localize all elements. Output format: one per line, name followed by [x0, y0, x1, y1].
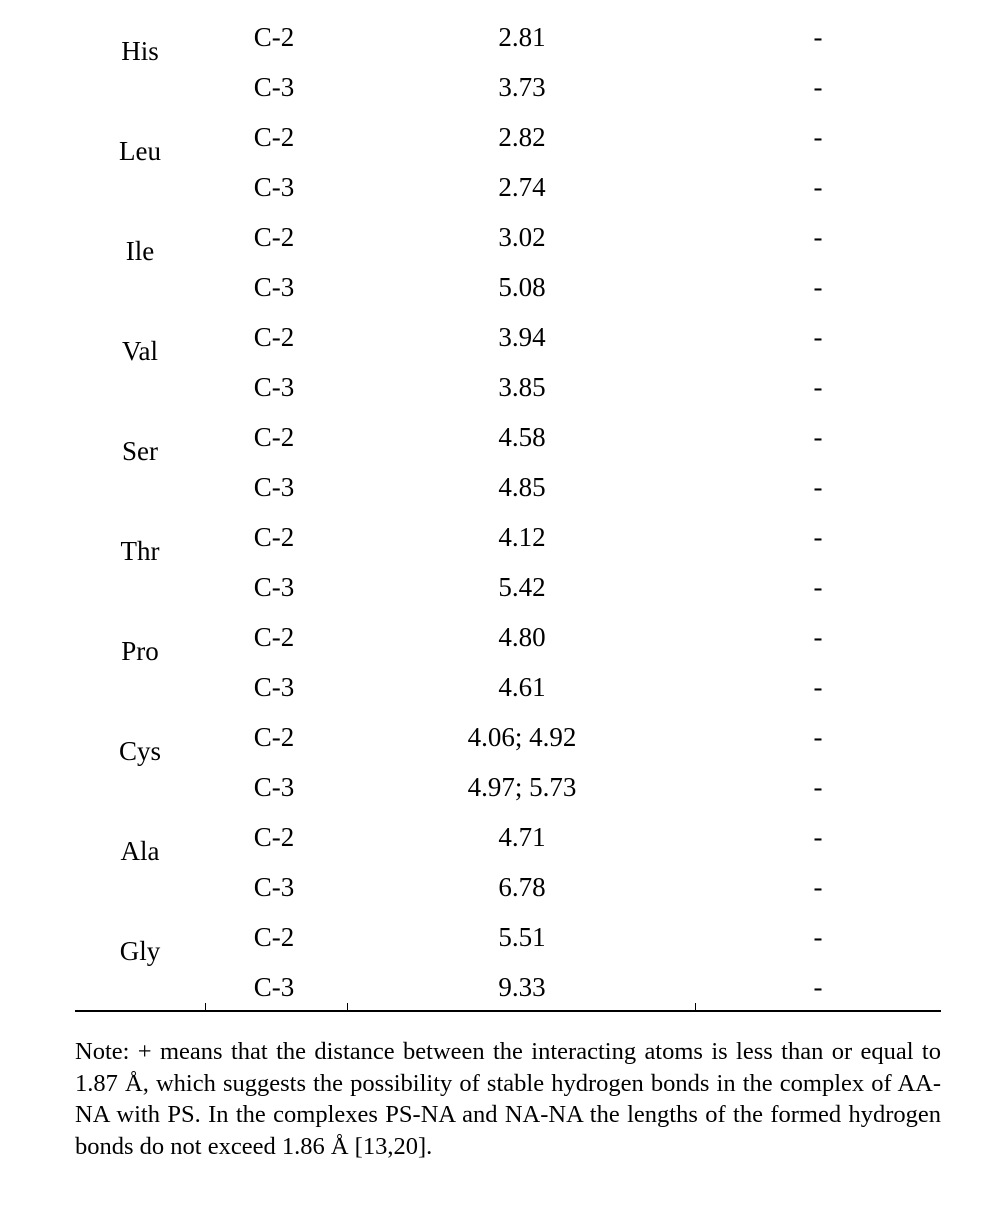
hbond-cell: - — [813, 772, 823, 802]
distance-cell: 4.06; 4.92 — [467, 722, 577, 752]
table-row — [0, 422, 997, 452]
hbond-cell: - — [813, 572, 823, 602]
amino-acid-label: Cys — [118, 736, 162, 766]
carbon-cell: C-2 — [253, 22, 295, 52]
distance-cell: 5.51 — [498, 922, 546, 952]
table-row — [0, 972, 997, 1002]
carbon-cell: C-2 — [253, 522, 295, 552]
carbon-cell: C-2 — [253, 122, 295, 152]
hbond-cell: - — [813, 222, 823, 252]
table-group-ser — [0, 400, 997, 500]
hbond-cell: - — [813, 722, 823, 752]
carbon-cell: C-3 — [253, 172, 295, 202]
amino-acid-label: Val — [122, 336, 158, 366]
table-group-ile — [0, 200, 997, 300]
carbon-cell: C-3 — [253, 472, 295, 502]
amino-acid-label: Ile — [125, 236, 155, 266]
table-row — [0, 372, 997, 402]
distance-cell: 4.61 — [498, 672, 546, 702]
amino-acid-label: Pro — [121, 636, 159, 666]
table-note: Note: + means that the distance between the interacting atoms is less than or equal to 1.87 Å, which suggests the possibility of stable hydrogen bonds in the complex of AA-NA with PS. In the complexes PS-NA and NA-NA the lengths of the formed hydrogen bonds do not exceed 1.86 Å [13,20]. — [75, 1038, 941, 1160]
distance-cell: 4.85 — [498, 472, 546, 502]
table-group-val — [0, 300, 997, 400]
hbond-cell: - — [813, 22, 823, 52]
carbon-cell: C-2 — [253, 922, 295, 952]
table-row — [0, 322, 997, 352]
distance-cell: 4.12 — [498, 522, 546, 552]
distance-cell: 5.42 — [498, 572, 546, 602]
amino-acid-label: Ala — [120, 836, 160, 866]
carbon-cell: C-3 — [253, 72, 295, 102]
distance-cell: 4.80 — [498, 622, 546, 652]
carbon-cell: C-3 — [253, 772, 295, 802]
table-row — [0, 622, 997, 652]
hbond-cell: - — [813, 972, 823, 1002]
hbond-cell: - — [813, 172, 823, 202]
amino-acid-label: Gly — [119, 936, 161, 966]
table-group-pro — [0, 600, 997, 700]
hbond-cell: - — [813, 872, 823, 902]
distance-cell: 4.58 — [498, 422, 546, 452]
hbond-cell: - — [813, 472, 823, 502]
distance-cell: 2.74 — [498, 172, 546, 202]
carbon-cell: C-2 — [253, 822, 295, 852]
hbond-cell: - — [813, 522, 823, 552]
table-row — [0, 72, 997, 102]
table-row — [0, 22, 997, 52]
hbond-cell: - — [813, 372, 823, 402]
distance-cell: 3.94 — [498, 322, 546, 352]
carbon-cell: C-3 — [253, 272, 295, 302]
table-group-his — [0, 0, 997, 100]
table-row — [0, 222, 997, 252]
table-group-thr — [0, 500, 997, 600]
hbond-cell: - — [813, 322, 823, 352]
table-group-leu — [0, 100, 997, 200]
carbon-cell: C-3 — [253, 372, 295, 402]
amino-acid-label: Ser — [122, 436, 158, 466]
table-row — [0, 272, 997, 302]
distance-cell: 3.02 — [498, 222, 546, 252]
hbond-cell: - — [813, 822, 823, 852]
hbond-cell: - — [813, 422, 823, 452]
table-bottom-rule — [75, 1010, 941, 1012]
hbond-cell: - — [813, 122, 823, 152]
hbond-cell: - — [813, 72, 823, 102]
amino-acid-label: Thr — [120, 536, 160, 566]
distance-cell: 3.85 — [498, 372, 546, 402]
carbon-cell: C-2 — [253, 222, 295, 252]
distance-cell: 2.82 — [498, 122, 546, 152]
carbon-cell: C-3 — [253, 672, 295, 702]
distance-cell: 9.33 — [498, 972, 546, 1002]
table-group-gly — [0, 900, 997, 1000]
distance-cell: 2.81 — [498, 22, 546, 52]
distance-cell: 3.73 — [498, 72, 546, 102]
table-row — [0, 722, 997, 752]
hbond-cell: - — [813, 672, 823, 702]
distance-cell: 5.08 — [498, 272, 546, 302]
table-group-ala — [0, 800, 997, 900]
carbon-cell: C-3 — [253, 972, 295, 1002]
distance-cell: 6.78 — [498, 872, 546, 902]
carbon-cell: C-3 — [253, 572, 295, 602]
table-row — [0, 922, 997, 952]
carbon-cell: C-2 — [253, 622, 295, 652]
hbond-cell: - — [813, 622, 823, 652]
carbon-cell: C-2 — [253, 422, 295, 452]
carbon-cell: C-3 — [253, 872, 295, 902]
table-row — [0, 772, 997, 802]
table-row — [0, 522, 997, 552]
table-row — [0, 672, 997, 702]
table-row — [0, 572, 997, 602]
table-row — [0, 822, 997, 852]
carbon-cell: C-2 — [253, 722, 295, 752]
amino-acid-label: His — [121, 36, 159, 66]
table-row — [0, 172, 997, 202]
hbond-cell: - — [813, 272, 823, 302]
amino-acid-label: Leu — [119, 136, 161, 166]
carbon-cell: C-2 — [253, 322, 295, 352]
hbond-cell: - — [813, 922, 823, 952]
distance-cell: 4.71 — [498, 822, 546, 852]
table-row — [0, 472, 997, 502]
table-group-cys — [0, 700, 997, 800]
table-row — [0, 122, 997, 152]
table-row — [0, 872, 997, 902]
distance-cell: 4.97; 5.73 — [467, 772, 577, 802]
